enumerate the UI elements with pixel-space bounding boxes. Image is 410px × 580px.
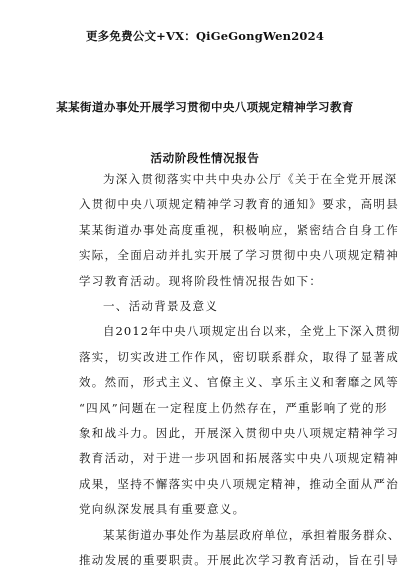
body-line: 教育活动，对于进一步巩固和拓展落实中央八项规定精神 [79,451,399,466]
body-line: 落实，切实改进工作作风，密切联系群众，取得了显著成 [79,349,399,364]
body-line: 为深入贯彻落实中共中央办公厅《关于在全党开展深 [103,172,398,186]
body-line: 某某街道办事处作为基层政府单位，承担着服务群众、 [103,527,401,542]
body-line: 自2012年中央八项规定出台以来，全党上下深入贯彻 [103,324,401,339]
body-line: 象和战斗力。因此，开展深入贯彻中央八项规定精神学习 [79,426,399,440]
body-line: 成果，坚持不懈落实中央八项规定精神，推动全面从严治 [79,476,399,491]
body-line: 效。然而，形式主义、官僚主义、享乐主义和奢靡之风等 [79,375,399,390]
body-line: 入贯彻中央八项规定精神学习教育的通知》要求，高明县 [79,197,399,212]
section-heading: 一、活动背景及意义 [103,299,219,313]
body-line: 党向纵深发展具有重要意义。 [79,502,246,517]
document-subtitle: 活动阶段性情况报告 [150,151,260,165]
page-header: 更多免费公文+VX：QiGeGongWen2024 [85,29,325,43]
body-line: 某某街道办事处高度重视，积极响应，紧密结合自身工作 [79,222,399,237]
body-line: 推动发展的重要职责。开展此次学习教育活动，旨在引导 [79,553,399,567]
body-line: 实际，全面启动并扎实开展了学习贯彻中央八项规定精神 [79,248,399,263]
document-title: 某某街道办事处开展学习贯彻中央八项规定精神学习教育 [56,100,354,114]
body-line: 学习教育活动。现将阶段性情况报告如下： [79,273,323,288]
body-line: “四风”问题在一定程度上仍然存在，严重影响了党的形 [79,400,388,415]
